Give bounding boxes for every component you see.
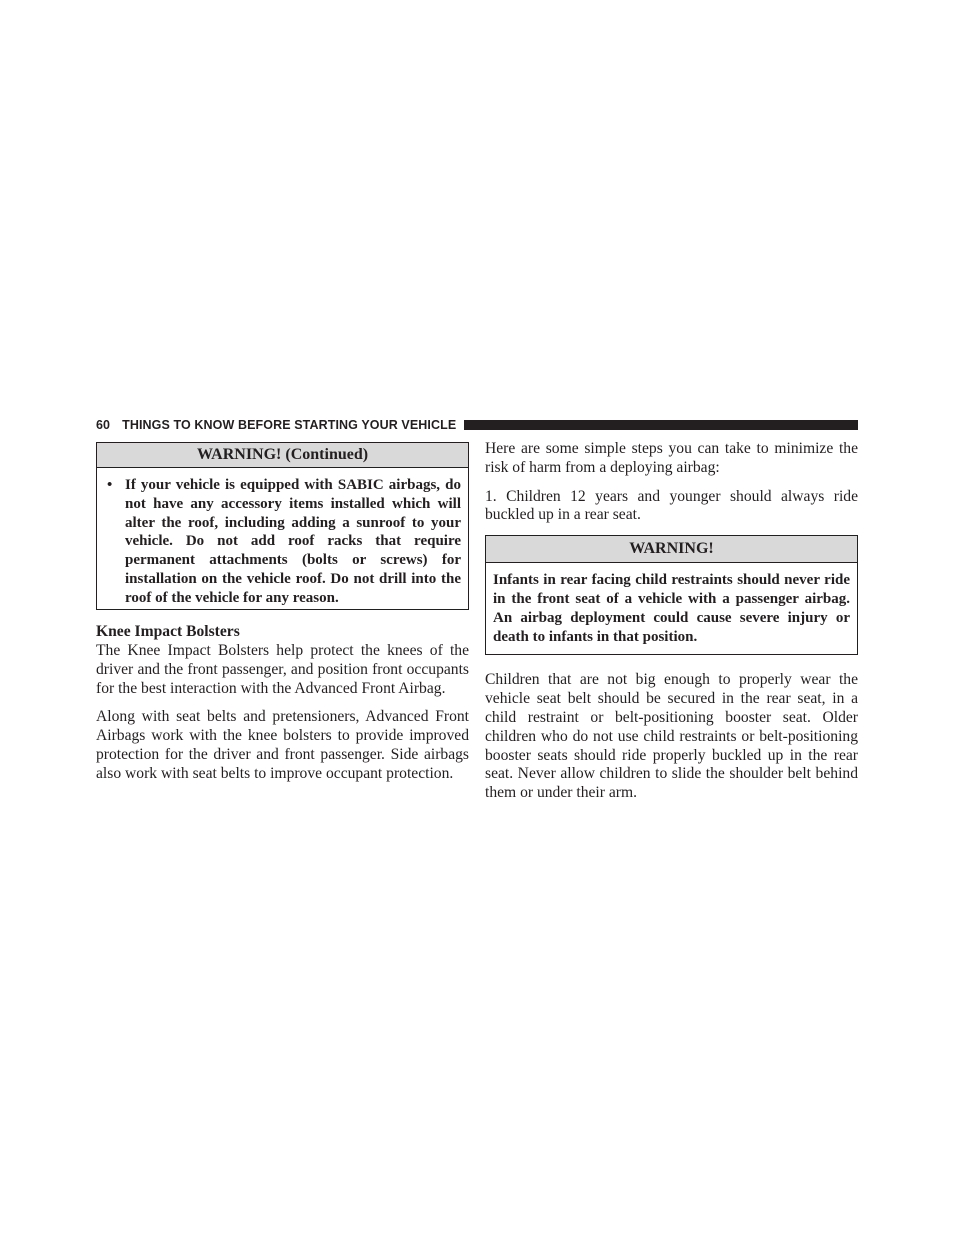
warning-title: WARNING!: [486, 536, 857, 563]
warning-bullet-text: If your vehicle is equipped with SABIC airbags, do not have any accessory items installed which will alter the roof, including adding a sunroof to your vehicle. Do not add roof racks that require permanent attachments (bolts or screws) for installation on the vehicle roof. Do not drill into the roof of the vehicle for any reason.: [125, 477, 461, 606]
children-paragraph: Children that are not big enough to properly wear the vehicle seat belt should be secured in the rear seat, in a child restraint or belt-positioning booster seat. Older children who do not use child restraints or belt-positioning booster seats should ride properly buckled up in the rear seat. Never allow children to slide the shoulder belt behind them or under their arm.: [485, 671, 858, 802]
right-column: [485, 440, 858, 813]
header-rule: [464, 420, 858, 430]
bullet-icon: •: [107, 477, 113, 493]
warning-body: Infants in rear facing child restraints should never ride in the front seat of a vehicle with a passenger airbag. An airbag deployment could cause severe injury or death to infants in that position.: [493, 572, 850, 645]
page-number: 60: [96, 418, 111, 432]
simple-steps-paragraph: Here are some simple steps you can take to minimize the risk of harm from a deploying airbag:: [485, 440, 858, 476]
seat-belts-paragraph: Along with seat belts and pretensioners, Advanced Front Airbags work with the knee bolsters to provide improved protection for the driver and front passenger. Side airbags also work with seat belts to improve occupant protection.: [96, 708, 469, 782]
page-header: [96, 415, 858, 435]
warning-box: [485, 535, 858, 655]
warning-continued-box: [96, 442, 469, 610]
left-column: [96, 440, 469, 794]
warning-continued-title: WARNING! (Continued): [97, 443, 468, 468]
section-title: THINGS TO KNOW BEFORE STARTING YOUR VEHICLE: [122, 418, 457, 432]
warning-bullet-item: [104, 476, 461, 608]
knee-bolsters-heading: Knee Impact Bolsters: [96, 623, 240, 640]
knee-bolsters-paragraph: The Knee Impact Bolsters help protect the knees of the driver and the front passenger, and position front occupants for the best interaction with the Advanced Front Airbag.: [96, 642, 469, 697]
step-one-paragraph: 1. Children 12 years and younger should always ride buckled up in a rear seat.: [485, 487, 858, 524]
warning-continued-body: [97, 468, 468, 616]
